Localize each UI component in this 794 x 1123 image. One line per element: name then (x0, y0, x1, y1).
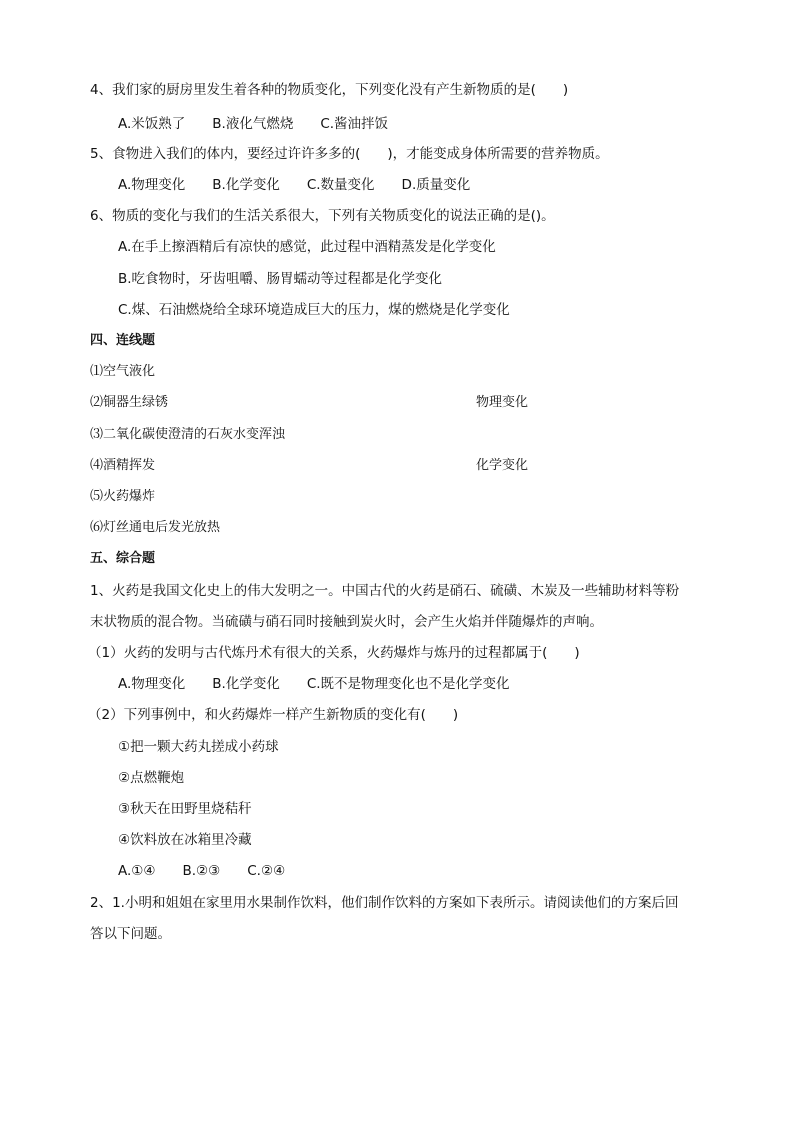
comprehensive-q1-sub-2-item-1: ①把一颗大药丸搓成小药球 (118, 739, 279, 755)
match-left-item-6: ⑹灯丝通电后发光放热 (90, 520, 221, 535)
match-left-item-2: ⑵铜器生绿锈 (90, 395, 169, 410)
comprehensive-q1-sub-1: （1）火药的发明与古代炼丹术有很大的关系，火药爆炸与炼丹的过程都属于( ) (88, 645, 580, 661)
match-right-chemical: 化学变化 (476, 458, 529, 473)
comprehensive-q1-intro-line-2: 末状物质的混合物。当硫磺与硝石同时接触到炭火时，会产生火焰并伴随爆炸的声响。 (90, 614, 603, 630)
match-left-item-4: ⑷酒精挥发 (90, 458, 156, 473)
match-left-item-5: ⑸火药爆炸 (90, 489, 156, 504)
comprehensive-q1-sub-2-item-3: ③秋天在田野里烧秸秆 (118, 801, 252, 817)
question-6-option-b: B.吃食物时，牙齿咀嚼、肠胃蠕动等过程都是化学变化 (118, 271, 443, 287)
comprehensive-q1-sub-2-item-2: ②点燃鞭炮 (118, 770, 185, 786)
question-5-options: A.物理变化 B.化学变化 C.数量变化 D.质量变化 (118, 177, 471, 193)
comprehensive-q1-sub-1-options: A.物理变化 B.化学变化 C.既不是物理变化也不是化学变化 (118, 676, 510, 692)
section-5-title: 五、综合题 (90, 551, 156, 566)
comprehensive-q2-line-2: 答以下问题。 (90, 926, 171, 942)
question-4: 4、我们家的厨房里发生着各种的物质变化，下列变化没有产生新物质的是( ) (90, 82, 569, 98)
match-left-item-1: ⑴空气液化 (90, 364, 156, 379)
match-right-physical: 物理变化 (476, 395, 529, 410)
question-5: 5、食物进入我们的体内，要经过许许多多的( )，才能变成身体所需要的营养物质。 (90, 146, 609, 162)
comprehensive-q2-line-1: 2、1.小明和姐姐在家里用水果制作饮料，他们制作饮料的方案如下表所示。请阅读他们的方案后回 (90, 895, 679, 911)
question-6-option-c: C.煤、石油燃烧给全球环境造成巨大的压力，煤的燃烧是化学变化 (118, 302, 510, 318)
comprehensive-q1-sub-2-item-4: ④饮料放在冰箱里冷藏 (118, 832, 252, 848)
question-6-option-a: A.在手上擦酒精后有凉快的感觉，此过程中酒精蒸发是化学变化 (118, 239, 496, 255)
match-left-item-3: ⑶二氧化碳使澄清的石灰水变浑浊 (90, 427, 286, 442)
comprehensive-q1-sub-2-options: A.①④ B.②③ C.②④ (118, 863, 286, 879)
comprehensive-q1-intro-line-1: 1、火药是我国文化史上的伟大发明之一。中国古代的火药是硝石、硫磺、木炭及一些辅助材料等粉 (90, 583, 680, 599)
section-4-title: 四、连线题 (90, 333, 156, 348)
question-6: 6、物质的变化与我们的生活关系很大，下列有关物质变化的说法正确的是()。 (90, 208, 555, 224)
comprehensive-q1-sub-2: （2）下列事例中，和火药爆炸一样产生新物质的变化有( ) (88, 707, 459, 723)
question-4-options: A.米饭熟了 B.液化气燃烧 C.酱油拌饭 (118, 116, 389, 132)
